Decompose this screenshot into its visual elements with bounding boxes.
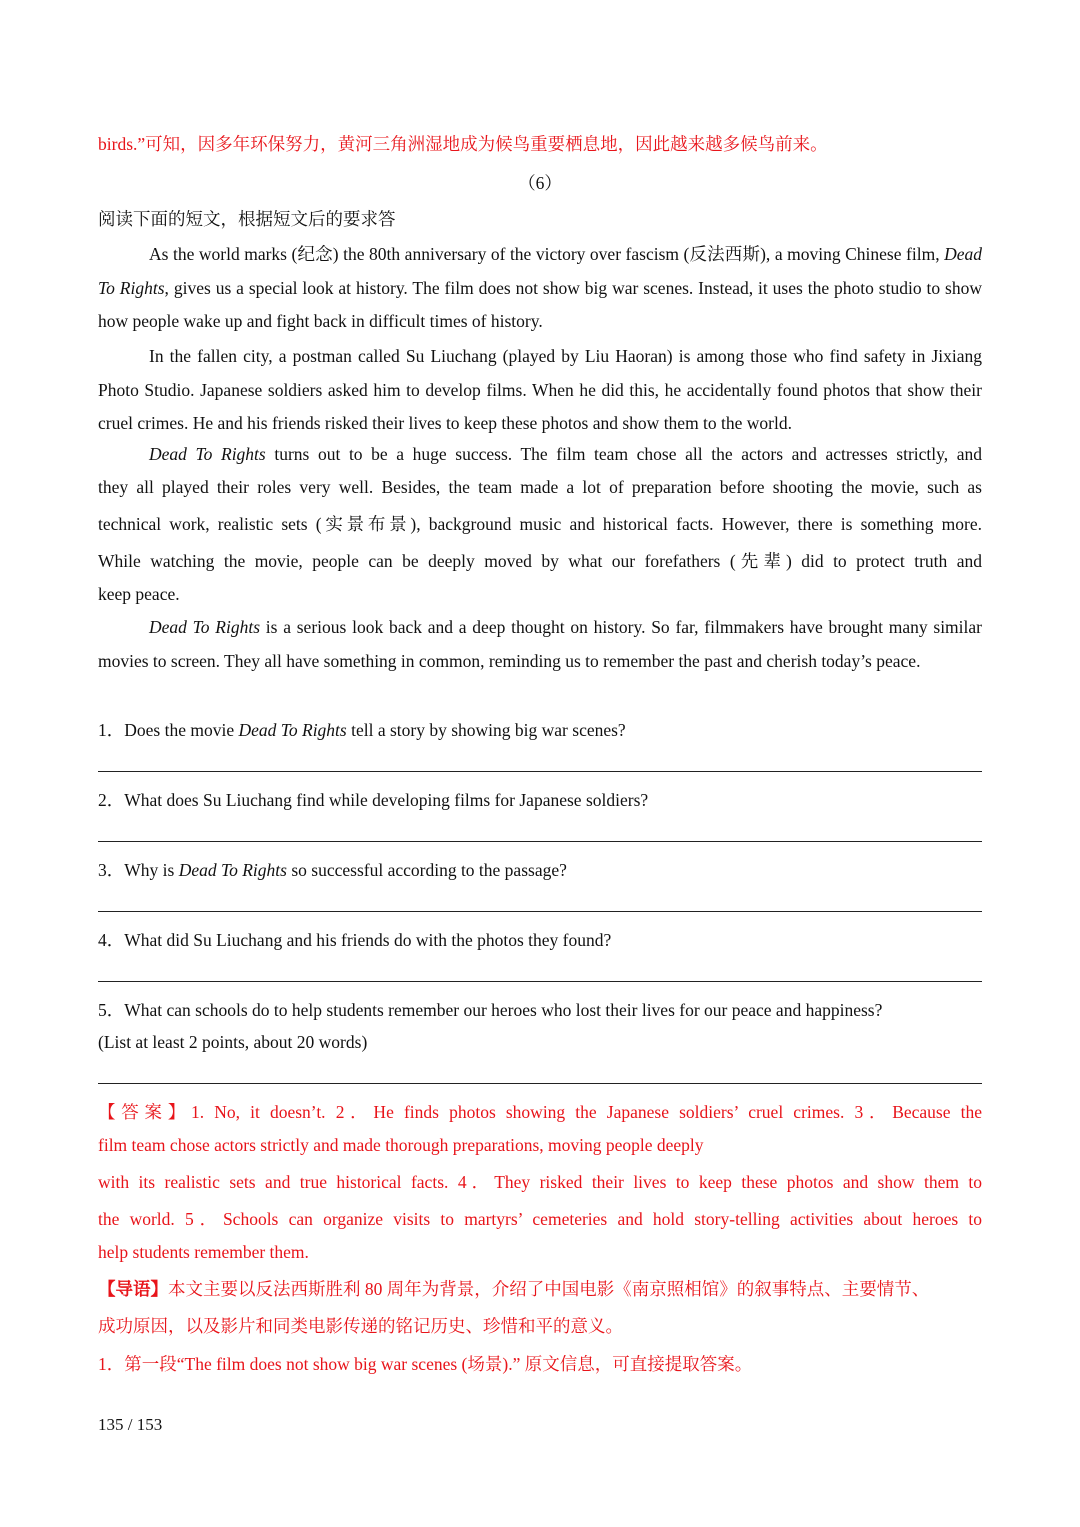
answer-line-row-4 xyxy=(98,1206,982,1231)
guide-line-2: 成功原因，以及影片和同类电影传递的铭记历史、珍惜和平的意义。 xyxy=(98,1316,623,1336)
guide-line-1 xyxy=(98,1276,982,1301)
answer-line-2[interactable] xyxy=(98,841,982,842)
guide-text-1: 本文主要以反法西斯胜利 80 周年为背景，介绍了中国电影《南京照相馆》的叙事特点、主要情节、 xyxy=(168,1279,930,1299)
p2-text: In the fallen city, a postman called Su Liuchang (played by Liu Haoran) is among those who find safety in Jixiang Photo Studio. Japanese soldiers asked him to develop films. When he did this, he accidentally found photos that show their cruel crimes. He and his friends risked their lives to keep these photos and show them to the world. xyxy=(98,346,982,433)
q3-film-title: Dead To Rights xyxy=(178,860,287,880)
question-5: 5．What can schools do to help students remember our heroes who lost their lives for our peace and happiness? xyxy=(98,1000,883,1020)
p3-line-1-text: turns out to be a huge success. The film team chose all the actors and actresses strictly, and xyxy=(274,444,983,464)
q1-film-title: Dead To Rights xyxy=(238,720,347,740)
previous-answer-zh: 可知，因多年环保努力，黄河三角洲湿地成为候鸟重要栖息地，因此越来越多候鸟前来。 xyxy=(145,134,828,154)
explanation-1: 1．第一段“The film does not show big war scenes (场景).” 原文信息，可直接提取答案。 xyxy=(98,1354,753,1374)
answer-2: 2．He finds photos showing the Japanese soldiers’ cruel crimes. xyxy=(335,1102,845,1122)
p4-film-title: Dead To Rights xyxy=(149,617,261,637)
section-number: （6） xyxy=(518,173,562,193)
answer-line-1[interactable] xyxy=(98,771,982,772)
q1-text-a: 1．Does the movie xyxy=(98,720,239,740)
p1-film-title: Dead To Rights xyxy=(98,244,982,298)
answer-3-end: with its realistic sets and true historical facts. xyxy=(98,1172,449,1192)
p3-film-title: Dead To Rights xyxy=(149,444,266,464)
p3-line-1 xyxy=(149,444,982,465)
answer-line-row-1 xyxy=(98,1099,982,1124)
question-5-requirement: (List at least 2 points, about 20 words) xyxy=(98,1032,368,1052)
guide-label: 【导语】 xyxy=(98,1279,168,1299)
q1-text-b: tell a story by showing big war scenes? xyxy=(346,720,626,740)
answer-line-5[interactable] xyxy=(98,1083,982,1084)
p3-line-4: While watching the movie, people can be deeply moved by what our forefathers (先辈) did to protect truth and xyxy=(98,551,982,571)
p3-line-2: they all played their roles very well. Besides, the team made a lot of preparation before shooting the movie, such as xyxy=(98,477,982,497)
answer-label: 【答案】 xyxy=(98,1102,191,1122)
answer-1: 1. No, it doesn’t. xyxy=(191,1102,326,1122)
passage-paragraph-1 xyxy=(98,238,982,339)
question-4: 4．What did Su Liuchang and his friends do with the photos they found? xyxy=(98,930,612,950)
question-3 xyxy=(98,857,982,882)
previous-answer-continuation xyxy=(98,131,982,156)
page-number: 135 / 153 xyxy=(98,1415,163,1434)
answer-line-3[interactable] xyxy=(98,911,982,912)
q3-text-b: so successful according to the passage? xyxy=(286,860,567,880)
answer-3-start: 3．Because the xyxy=(854,1102,983,1122)
p3-line-5: keep peace. xyxy=(98,584,180,604)
answer-4-start: 4．They risked their lives to keep these photos and show them to xyxy=(457,1172,982,1192)
answer-3-continued: film team chose actors strictly and made thorough preparations, moving people deeply xyxy=(98,1135,704,1155)
answer-5-end: help students remember them. xyxy=(98,1242,309,1262)
q3-text-a: 3．Why is xyxy=(98,860,179,880)
p4-text: is a serious look back and a deep thought on history. So far, filmmakers have brought many similar movies to screen. They all have something in common, reminding us to remember the past and cherish today’s peace. xyxy=(98,617,982,671)
passage-paragraph-2 xyxy=(98,340,982,441)
answer-line-4[interactable] xyxy=(98,981,982,982)
answer-5-start: 5．Schools can organize visits to martyrs’ cemeteries and hold story-telling activities about heroes to xyxy=(185,1209,982,1229)
passage-paragraph-4 xyxy=(98,611,982,678)
answer-line-row-3 xyxy=(98,1169,982,1194)
question-1 xyxy=(98,717,982,742)
p1-text-b: , gives us a special look at history. The film does not show big war scenes. Instead, it uses the photo studio to show how people wake up and fight back in difficult times of history. xyxy=(98,277,982,331)
p3-line-3: technical work, realistic sets (实景布景), background music and historical facts. However, there is something more. xyxy=(98,514,982,534)
answer-4-end: the world. xyxy=(98,1209,175,1229)
reading-instruction: 阅读下面的短文，根据短文后的要求答 xyxy=(98,209,396,229)
p1-text-a: As the world marks (纪念) the 80th anniversary of the victory over fascism (反法西斯), a moving Chinese film, xyxy=(149,244,945,264)
previous-answer-en: birds.” xyxy=(98,134,146,154)
question-2: 2．What does Su Liuchang find while developing films for Japanese soldiers? xyxy=(98,790,649,810)
